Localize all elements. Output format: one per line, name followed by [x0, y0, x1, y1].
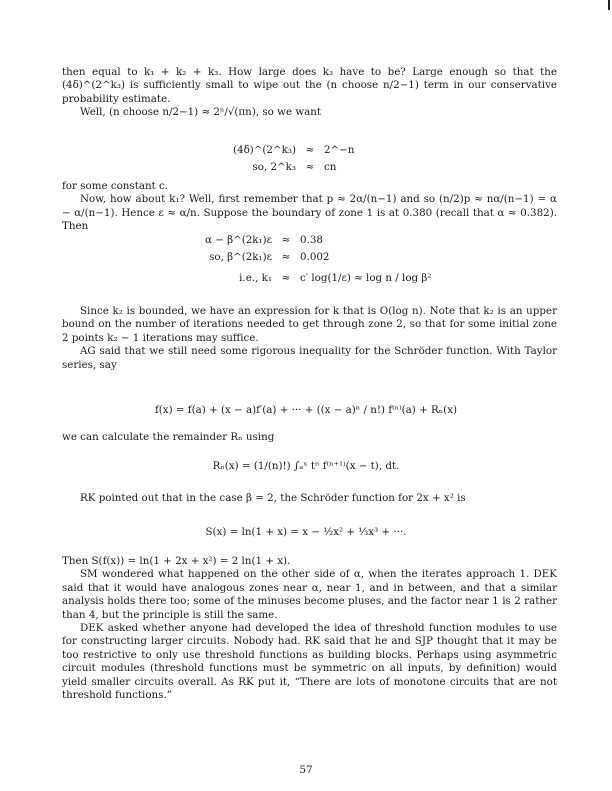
paragraph-k3: then equal to k₁ + k₂ + k₃. How large does k₃ have to be? Large enough so that the (4δ)^(2^k₃) is sufficiently small to wipe out the (n choose n/2−1) term in our conservative probability estimate.	[62, 66, 557, 105]
paragraph-well: Well, (n choose n/2−1) ≈ 2ⁿ/√(πn), so we want	[80, 106, 322, 119]
page-edge-mark	[608, 0, 610, 10]
page-number: 57	[299, 764, 313, 776]
text-block-bounded	[62, 305, 557, 372]
paragraph-rk: RK pointed out that in the case β = 2, the Schröder function for 2x + x² is	[80, 492, 466, 504]
paragraph-ag: AG said that we still need some rigorous inequality for the Schröder function. With Taylor series, say	[62, 345, 557, 371]
equation-schroeder: S(x) = ln(1 + x) = x − ½x² + ⅓x³ + ···.	[205, 526, 407, 538]
paragraph-then: Then S(f(x)) = ln(1 + 2x + x²) = 2 ln(1 + x).	[62, 555, 291, 567]
text-block-remainder	[62, 431, 557, 444]
text-block-rk	[62, 492, 557, 505]
paragraph-constant: for some constant c.	[62, 180, 169, 192]
equation-remainder: Rₙ(x) = (1/(n)!) ∫ₐˣ tⁿ f⁽ⁿ⁺¹⁾(x − t), dt.	[212, 460, 400, 472]
text-block-k1	[62, 180, 557, 234]
equation-taylor: f(x) = f(a) + (x − a)f′(a) + ··· + ((x − a)ⁿ / n!) f⁽ⁿ⁾(a) + Rₙ(x)	[154, 404, 458, 416]
paragraph-remainder: we can calculate the remainder Rₙ using	[62, 431, 275, 443]
equation-row: (4δ)^(2^k₃) ≈ 2^−n	[233, 144, 355, 156]
equation-row: i.e., k₁ ≈ c′ log(1/ε) ≈ log n / log β²	[239, 271, 432, 284]
equation-row: so, 2^k₃ ≈ cn	[252, 161, 337, 173]
equation-block-2	[172, 232, 431, 290]
text-block-intro	[62, 66, 557, 120]
equation-row: α − β^(2k₁)ε ≈ 0.38	[205, 234, 323, 246]
equation-block-1	[208, 142, 354, 176]
paragraph-dek: DEK asked whether anyone had developed the idea of threshold function modules to use for constructing larger circuits. Nobody had. RK said that he and SJP thought that it may be too restrictive to only use threshold functions as building blocks. Perhaps using asymmetric circuit modules (threshold functions must be symmetric on all inputs, by definition) would yield smaller circuits overall. As RK put it, “There are lots of monotone circuits that are not threshold functions.”	[62, 622, 557, 702]
text-block-final	[62, 555, 557, 702]
paragraph-since: Since k₂ is bounded, we have an expression for k that is O(log n). Note that k₂ is an upper bound on the number of iterations needed to get through zone 2, so that for some initial zone 2 points k₂ − 1 iterations may suffice.	[62, 305, 557, 344]
paragraph-now: Now, how about k₁? Well, first remember that p ≈ 2α/(n−1) and so (n/2)p ≈ nα/(n−1) = α − α/(n−1). Hence ε ≈ α/n. Suppose the boundary of zone 1 is at 0.380 (recall that α ≈ 0.382). Then	[62, 193, 557, 233]
equation-row: so, β^(2k₁)ε ≈ 0.002	[209, 251, 330, 263]
paragraph-sm: SM wondered what happened on the other side of α, when the iterates approach 1. DEK said that it would have analogous zones near α, near 1, and in between, and that a similar analysis holds there too; some of the minuses become pluses, and the factor near 1 is 2 rather than 4, but the principle is still the same.	[62, 568, 557, 621]
